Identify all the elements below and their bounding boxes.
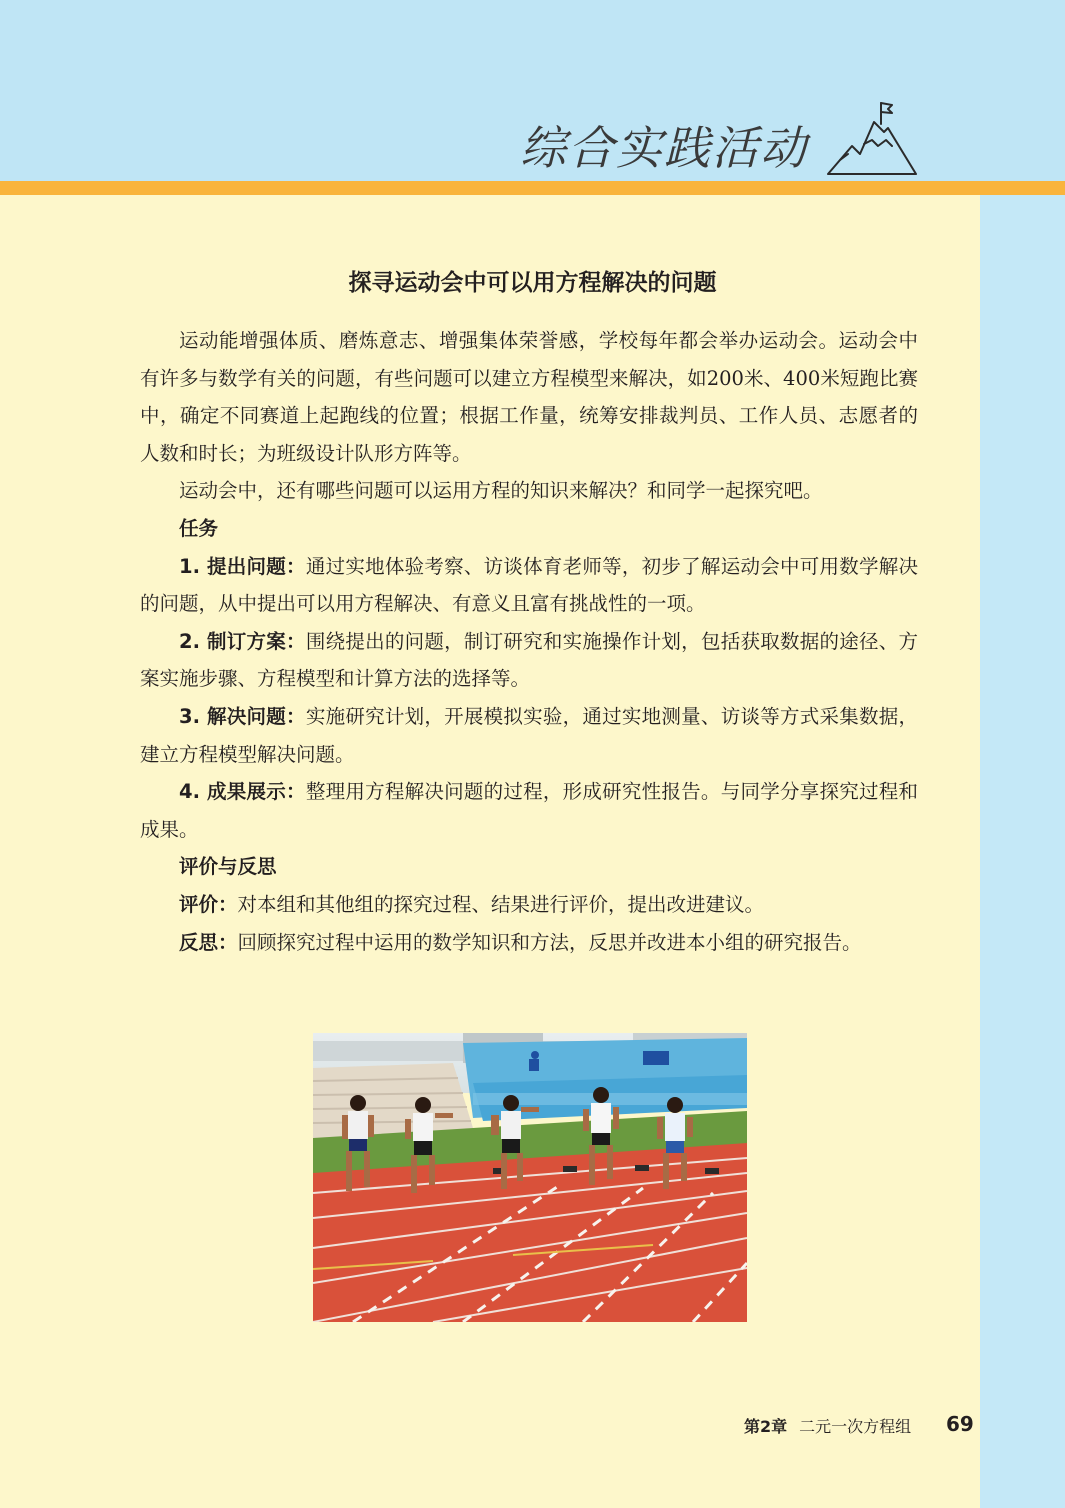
lesson-content xyxy=(140,322,918,961)
task-label: 4. 成果展示： xyxy=(179,780,306,804)
evaluation-label: 评价： xyxy=(179,892,238,916)
evaluation-text: 对本组和其他组的探究过程、结果进行评价，提出改进建议。 xyxy=(237,892,765,916)
task-text: 通过实地体验考察、访谈体育老师等，初步了解运动会中可用数学解决的问题，从中提出可以用方程解决、有意义且富有挑战性的一项。 xyxy=(140,554,918,616)
task-label: 2. 制订方案： xyxy=(179,629,306,653)
task-text: 整理用方程解决问题的过程，形成研究性报告。与同学分享探究过程和成果。 xyxy=(140,780,918,841)
section-title: 综合实践活动 xyxy=(520,121,808,175)
reflection-text: 回顾探究过程中运用的数学知识和方法，反思并改进本小组的研究报告。 xyxy=(237,930,862,954)
page-number: 69 xyxy=(946,1412,974,1436)
task-item xyxy=(140,773,918,848)
lesson-title: 探寻运动会中可以用方程解决的问题 xyxy=(348,270,717,296)
reflection-item xyxy=(140,924,918,962)
header-accent-stripe xyxy=(0,181,1065,195)
sprint-race-photo xyxy=(313,1033,747,1322)
chapter-number: 第2章 xyxy=(744,1417,788,1436)
task-item xyxy=(140,623,918,698)
reflection-heading: 评价与反思 xyxy=(179,855,277,879)
tasks-heading: 任务 xyxy=(179,516,219,540)
task-label: 3. 解决问题： xyxy=(179,704,306,728)
task-text: 实施研究计划，开展模拟实验，通过实地测量、访谈等方式采集数据，建立方程模型解决问题。 xyxy=(140,704,918,766)
task-item xyxy=(140,698,918,773)
chapter-footer xyxy=(744,1414,911,1438)
intro-paragraph: 运动能增强体质、磨炼意志、增强集体荣誉感，学校每年都会举办运动会。运动会中有许多与数学有关的问题，有些问题可以建立方程模型来解决，如200米、400米短跑比赛中，确定不同赛道上起跑线的位置；根据工作量，统筹安排裁判员、工作人员、志愿者的人数和时长；为班级设计队形方阵等。 xyxy=(140,329,918,465)
task-label: 1. 提出问题： xyxy=(179,554,306,578)
side-strip xyxy=(980,195,1065,1508)
chapter-title: 二元一次方程组 xyxy=(799,1417,912,1436)
task-item xyxy=(140,548,918,623)
task-text: 围绕提出的问题，制订研究和实施操作计划，包括获取数据的途径、方案实施步骤、方程模型和计算方法的选择等。 xyxy=(140,629,918,691)
evaluation-item xyxy=(140,886,918,924)
intro-paragraph: 运动会中，还有哪些问题可以运用方程的知识来解决？和同学一起探究吧。 xyxy=(179,479,823,503)
mountain-flag-icon xyxy=(826,100,918,178)
reflection-label: 反思： xyxy=(179,930,238,954)
